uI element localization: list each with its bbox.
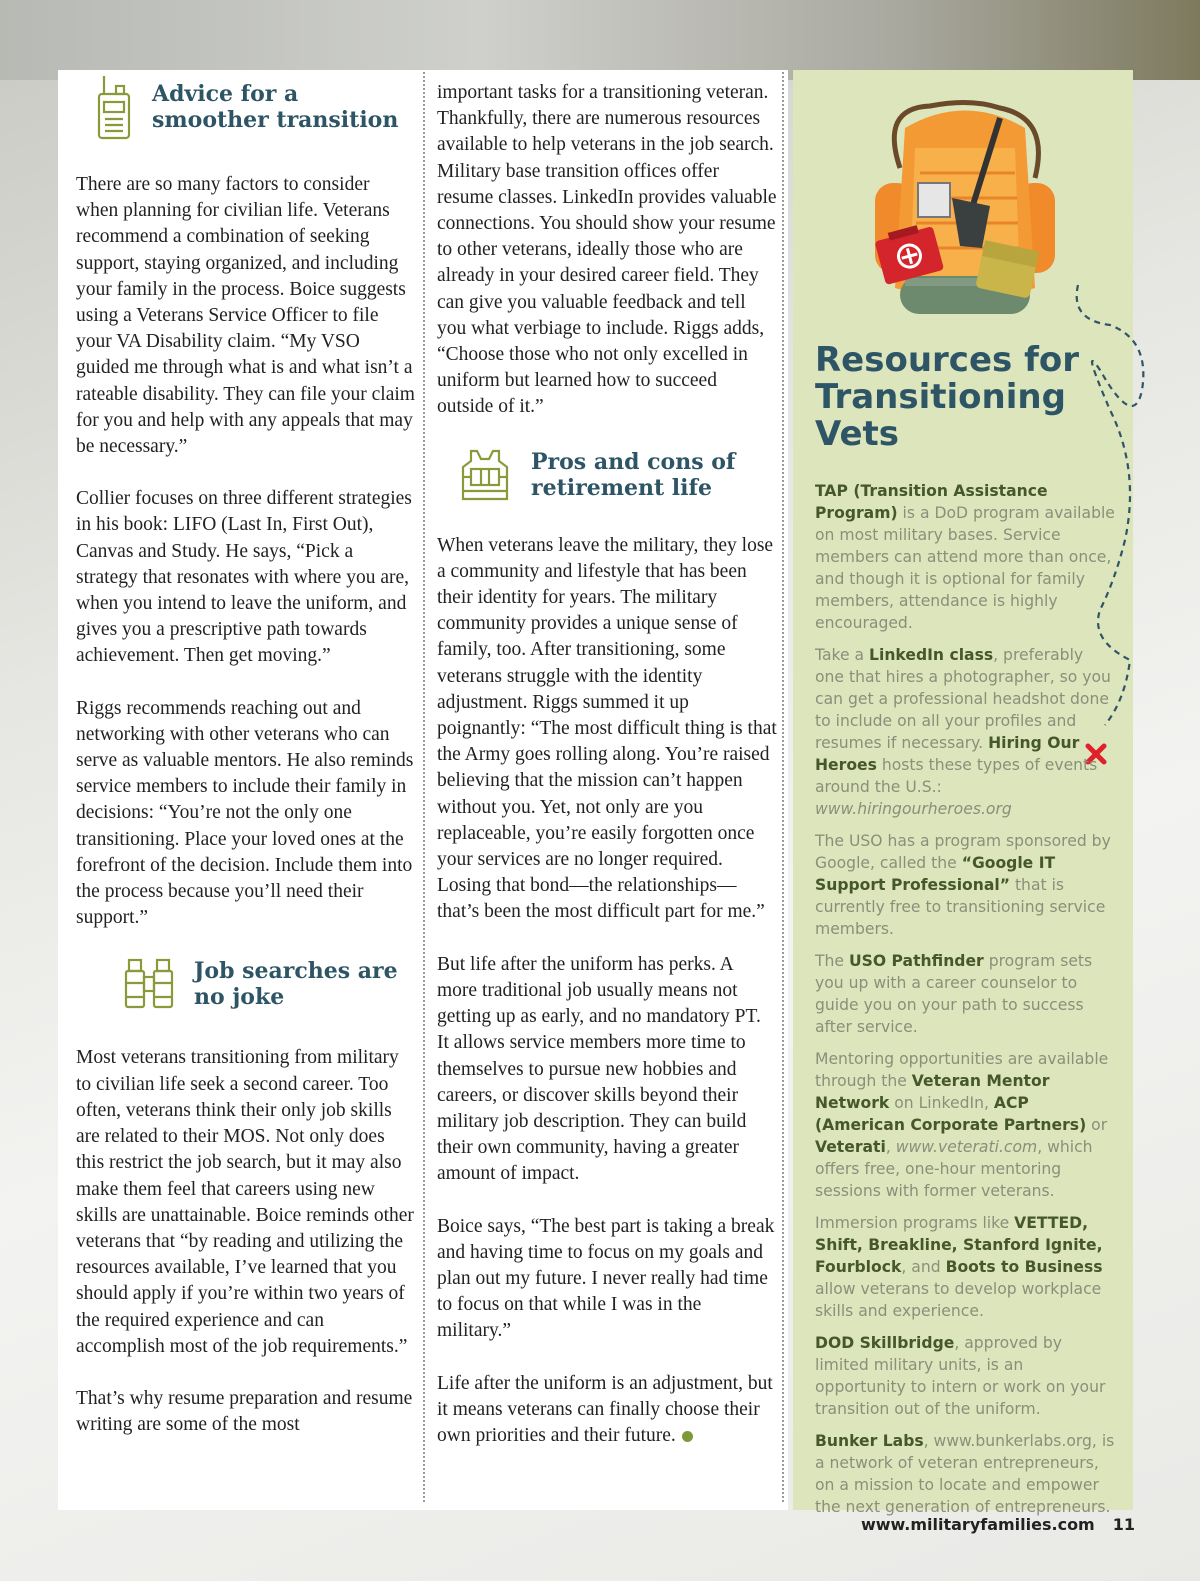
paragraph: Most veterans transitioning from military to civilian life seek a second career. Too often, veterans think their only job skills are related to their MOS. Not only does this restrict the job search, but it may also make them feel that careers using new skills are unattainable. Boice reminds other veterans that “by reading and utilizing the resources available, I’ve learned that you should apply if you’re within two years of the required experience and can accomplish most of the job requirements.”: [76, 1047, 414, 1357]
resource-name: DOD Skillbridge: [815, 1334, 955, 1352]
resource-url: www.veterati.com: [895, 1138, 1038, 1156]
background-photo: [0, 0, 1200, 80]
resource-text: , and: [901, 1258, 946, 1276]
section-pros-header: [457, 447, 777, 503]
resource-item-google: [815, 830, 1115, 940]
resource-url: www.hiringourheroes.org: [815, 800, 1012, 818]
paragraph: That’s why resume preparation and resume writing are some of the most: [76, 1387, 413, 1436]
resource-text: The: [815, 952, 849, 970]
page-number: 11: [1112, 1515, 1135, 1534]
resource-text: , approved by limited military units, is an opportunity to intern or work on your transition out of the uniform.: [815, 1334, 1106, 1418]
backpack-illustration: [860, 88, 1070, 338]
column-divider: [782, 72, 784, 1502]
paragraph: But life after the uniform has perks. A more traditional job usually means not getting up as early, and no mandatory PT. It allows service members more time to themselves to pursue new hobbies and careers, or discover skills beyond their military job description. They can build their own community, having a greater amount of impact.: [437, 953, 761, 1185]
resource-item-linkedin: [815, 644, 1115, 820]
resource-text: The USO has a program sponsored by Google, called the: [815, 832, 1111, 872]
section-heading: Advice for a smoother transition: [152, 81, 399, 133]
column-divider: [423, 72, 425, 1502]
resource-name: USO Pathfinder: [848, 952, 984, 970]
closing-text: Life after the uniform is an adjustment, but it means veterans can finally choose their own priorities and their future.: [437, 1372, 773, 1446]
resource-name: Boots to Business: [945, 1258, 1103, 1276]
paragraph: important tasks for a transitioning veteran. Thankfully, there are numerous resources available to help veterans in the job search. Military base transition offices offer resume classes. LinkedIn provides valuable connections. You should show your resume to other veterans, ideally those who are already in your desired career field. They can give you valuable feedback and tell you what verbiage to include. Riggs adds, “Choose those who not only excelled in uniform but learned how to succeed outside of it.”: [437, 82, 777, 418]
resource-name: TAP (Transition Assistance Program): [815, 482, 1048, 522]
resource-text: hosts these types of events around the U.S.:: [815, 756, 1098, 796]
binoculars-icon: [122, 957, 176, 1011]
resource-text: Immersion programs like: [815, 1214, 1015, 1232]
section-heading: Job searches are no joke: [194, 958, 398, 1011]
paragraph: [437, 1371, 777, 1450]
resource-item-pathfinder: [815, 950, 1115, 1038]
resource-text: Take a: [815, 646, 870, 664]
resource-item-immersion: [815, 1212, 1115, 1322]
paragraph: Collier focuses on three different strategies in his book: LIFO (Last In, First Out), Canvas and Study. He says, “Pick a strategy that resonates with where you are, when you intend to leave the uniform, and gives you a prescriptive path towards achievement. Then get moving.”: [76, 488, 412, 667]
resources-list: [815, 480, 1115, 1528]
section-advice-header: [94, 72, 416, 142]
resource-name: VETTED, Shift, Breakline, Stanford Ignite, Fourblock: [815, 1214, 1103, 1276]
paragraph: When veterans leave the military, they lose a community and lifestyle that has been their identity for years. The military community provides a unique sense of family, too. After transitioning, some veterans struggle with the identity adjustment. Riggs summed it up poignantly: “The most difficult thing is that the Army goes rolling along. You’re raised believing that the mission can’t happen without you. Yet, not only are you replaceable, you’re easily forgotten once your services are no longer required. Losing that bond—the relationships—that’s been the most difficult part for me.”: [437, 534, 777, 923]
end-mark-icon: [682, 1431, 693, 1442]
resource-name: LinkedIn class: [869, 646, 994, 664]
sidebar-title: Resources for Transitioning Vets: [815, 340, 1080, 454]
resource-name: Hiring Our Heroes: [815, 734, 1080, 774]
paragraph: Boice says, “The best part is taking a break and having time to focus on my goals and plan out my future. I never really had time to focus on that while I was in the military.”: [437, 1215, 775, 1342]
resource-item-bunker-labs: [815, 1430, 1115, 1518]
resource-name: Veteran Mentor Network: [815, 1072, 1050, 1112]
vest-icon: [457, 447, 513, 503]
resource-item-skillbridge: [815, 1332, 1115, 1420]
resource-item-tap: [815, 480, 1115, 634]
resource-name: “Google IT Support Professional”: [815, 854, 1056, 894]
resource-text: or: [1086, 1116, 1108, 1134]
resource-text: is a DoD program available on most military bases. Service members can attend more than once, and though it is optional for family members, attendance is highly encouraged.: [815, 504, 1115, 632]
resource-text: that is currently free to transitioning service members.: [815, 876, 1106, 938]
section-jobs-header: [122, 957, 416, 1011]
paragraph: Riggs recommends reaching out and networking with other veterans who can serve as valuable mentors. He also reminds service members to include their family in decisions: “You’re not the only one transitioning. Place your loved ones at the forefront of the decision. Include them into the process because you’ll need their support.”: [76, 697, 414, 929]
resource-text: ,: [885, 1138, 896, 1156]
resource-text: on LinkedIn,: [889, 1094, 994, 1112]
resource-text: , www.bunkerlabs.org, is a network of veteran entrepreneurs, on a mission to locate and empower the next generation of entrepreneurs.: [815, 1432, 1115, 1516]
resource-item-mentoring: [815, 1048, 1115, 1202]
section-heading: Pros and cons of retirement life: [531, 448, 736, 501]
resource-text: allow veterans to develop workplace skills and experience.: [815, 1280, 1102, 1320]
resource-name: ACP (American Corporate Partners): [815, 1094, 1087, 1134]
paragraph: There are so many factors to consider when planning for civilian life. Veterans recommend a combination of seeking support, staying organized, and including your family in the process. Boice suggests using a Veterans Service Officer to file your VA Disability claim. “My VSO guided me through what is and what isn’t a rateable disability. They can file your claim for you and help with any appeals that may be necessary.”: [76, 174, 415, 458]
footer-url: www.militaryfamilies.com: [860, 1515, 1095, 1534]
page-footer: [860, 1515, 1135, 1534]
resource-name: Veterati: [815, 1138, 886, 1156]
article-column-2: [437, 80, 777, 1475]
resource-name: Bunker Labs: [815, 1432, 924, 1450]
resource-text: , which offers free, one-hour mentoring sessions with former veterans.: [815, 1138, 1093, 1200]
resource-text: program sets you up with a career counselor to guide you on your path to success after service.: [815, 952, 1093, 1036]
resource-text: , preferably one that hires a photographer, so you can get a professional headshot done to include on all your profiles and resumes if necessary.: [815, 646, 1111, 752]
resource-text: Mentoring opportunities are available through the: [815, 1050, 1109, 1090]
radio-icon: [94, 72, 134, 142]
article-column-1: [76, 80, 416, 1464]
